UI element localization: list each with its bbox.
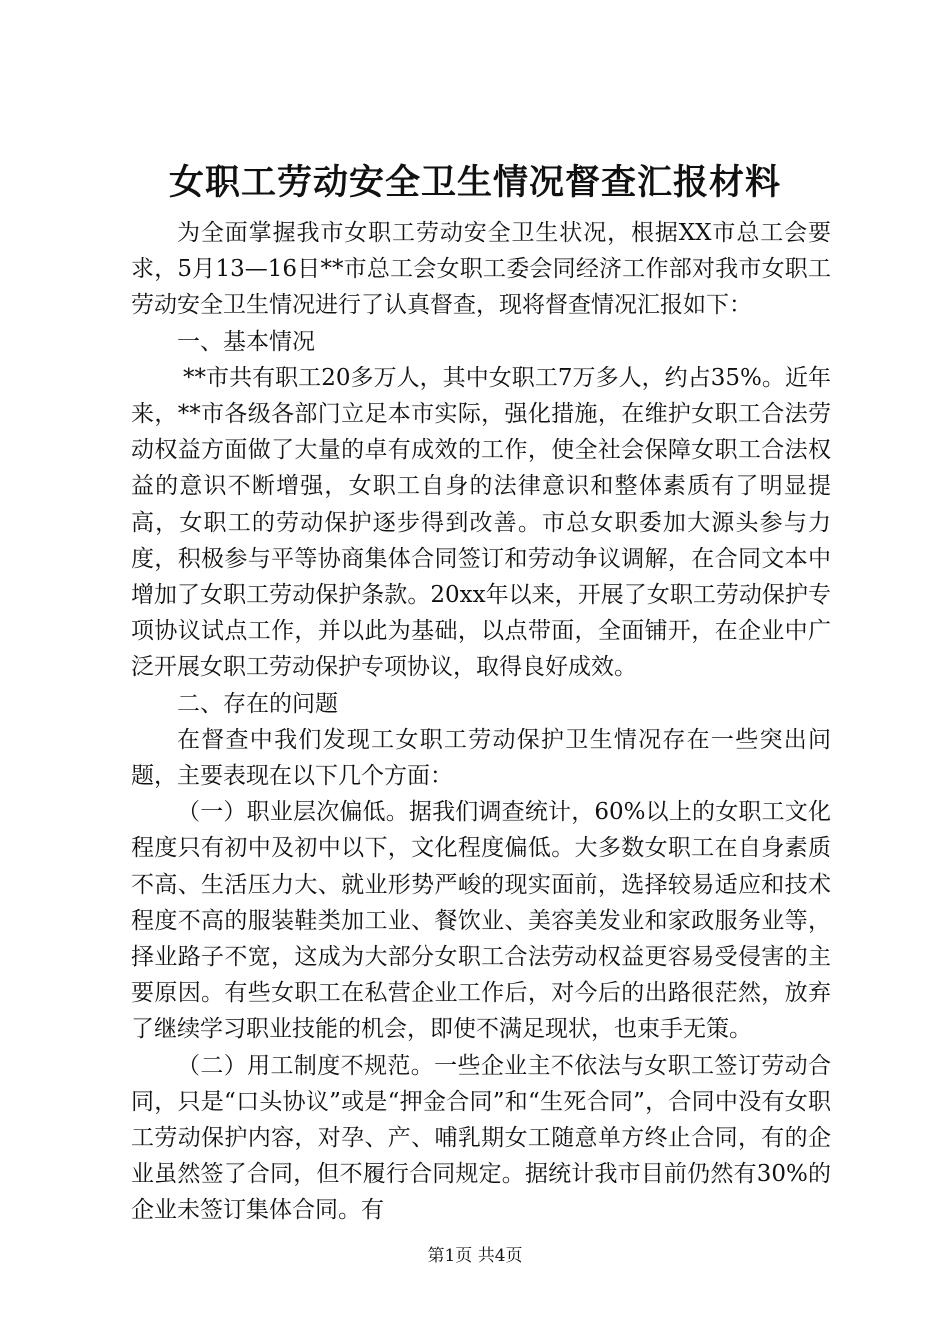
problem-two-paragraph: （二）用工制度不规范。一些企业主不依法与女职工签订劳动合同，只是“口头协议”或是“押金合同”和“生死合同”，合同中没有女职工劳动保护内容，对孕、产、哺乳期女工随意单方终止合同，有的企业虽然签了合同，但不履行合同规定。据统计我市目前仍然有30%的企业未签订集体合同。有 xyxy=(131,1052,831,1224)
page-footer: 第1页 共4页 xyxy=(427,1246,523,1266)
section-heading-problems: 二、存在的问题 xyxy=(177,690,338,717)
section-heading-basic-situation: 一、基本情况 xyxy=(177,328,315,355)
document-title: 女职工劳动安全卫生情况督查汇报材料 xyxy=(168,162,781,203)
document-body xyxy=(131,215,831,1229)
problem-one-paragraph: （一）职业层次偏低。据我们调查统计，60%以上的女职工文化程度只有初中及初中以下，文化程度偏低。大多数女职工在自身素质不高、生活压力大、就业形势严峻的现实面前，选择较易适应和技术程度不高的服装鞋类加工业、餐饮业、美容美发业和家政服务业等，择业路子不宽，这成为大部分女职工合法劳动权益更容易受侵害的主要原因。有些女职工在私营企业工作后，对今后的出路很茫然，放弃了继续学习职业技能的机会，即使不满足现状，也束手无策。 xyxy=(131,799,831,1043)
intro-paragraph: 为全面掌握我市女职工劳动安全卫生状况，根据XX市总工会要求，5月13—16日**市总工会女职工委会同经济工作部对我市女职工劳动安全卫生情况进行了认真督查，现将督查情况汇报如下： xyxy=(131,220,831,319)
problems-intro-paragraph: 在督查中我们发现工女职工劳动保护卫生情况存在一些突出问题，主要表现在以下几个方面： xyxy=(131,726,831,790)
basic-situation-paragraph: **市共有职工20多万人，其中女职工7万多人，约占35%。近年来，**市各级各部门立足本市实际，强化措施，在维护女职工合法劳动权益方面做了大量的卓有成效的工作，使全社会保障女职工合法权益的意识不断增强，女职工自身的法律意识和整体素质有了明显提高，女职工的劳动保护逐步得到改善。市总女职委加大源头参与力度，积极参与平等协商集体合同签订和劳动争议调解，在合同文本中增加了女职工劳动保护条款。20xx年以来，开展了女职工劳动保护专项协议试点工作，并以此为基础，以点带面，全面铺开，在企业中广泛开展女职工劳动保护专项协议，取得良好成效。 xyxy=(131,364,831,681)
